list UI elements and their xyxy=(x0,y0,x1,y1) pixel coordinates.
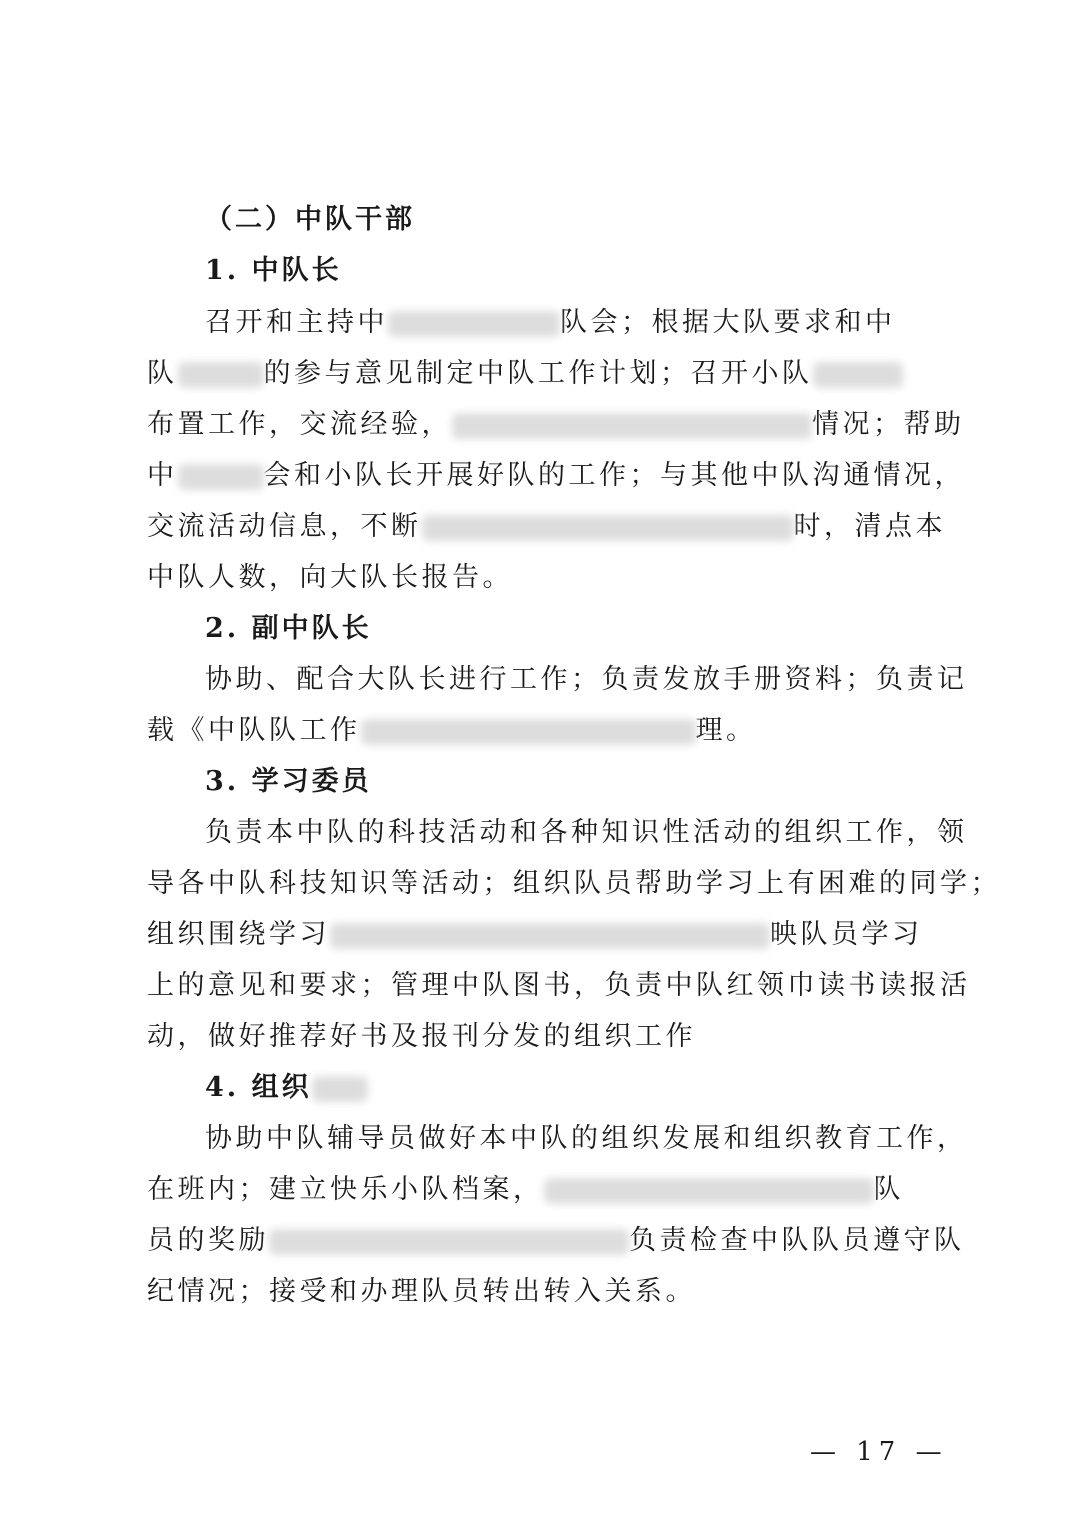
paragraph-line: 中 会和小队长开展好队的工作；与其他中队沟通情况， xyxy=(147,460,965,491)
redaction-blur xyxy=(178,362,264,388)
redaction-blur xyxy=(330,923,770,949)
paragraph-line: 协助中队辅导员做好本中队的组织发展和组织教育工作， xyxy=(205,1123,968,1154)
section-title: （二）中队干部 xyxy=(205,204,415,235)
subsection-title-3: 3. 学习委员 xyxy=(205,766,372,797)
paragraph-line: 上的意见和要求；管理中队图书，负责中队红领巾读书读报活 xyxy=(147,970,971,1001)
redaction-blur xyxy=(269,1229,629,1255)
paragraph-line: 队 的参与意见制定中队工作计划；召开小队 xyxy=(147,354,947,394)
page-number: — 17 — xyxy=(810,1437,948,1467)
paragraph-line: 纪情况；接受和办理队员转出转入关系。 xyxy=(147,1276,696,1307)
paragraph-line: 员的奖励 负责检查中队队员遵守队 xyxy=(147,1225,965,1256)
redaction-blur xyxy=(312,1076,368,1102)
redaction-blur xyxy=(178,464,264,490)
redaction-blur xyxy=(452,413,812,439)
paragraph-line: 中队人数，向大队长报告。 xyxy=(147,562,513,593)
redaction-blur xyxy=(544,1178,874,1204)
subsection-title-4: 4. 组织 xyxy=(205,1068,368,1108)
paragraph-line: 交流活动信息，不断 时，清点本 xyxy=(147,511,946,542)
redaction-blur xyxy=(422,515,794,541)
paragraph-line: 动，做好推荐好书及报刊分发的组织工作 xyxy=(147,1021,696,1052)
paragraph-line: 协助、配合大队长进行工作；负责发放手册资料；负责记 xyxy=(205,664,968,695)
subsection-title-1: 1. 中队长 xyxy=(205,255,342,286)
paragraph-line: 布置工作，交流经验， 情况；帮助 xyxy=(147,409,965,440)
paragraph-line: 组织围绕学习 映队员学习 xyxy=(147,919,923,950)
redaction-blur xyxy=(388,311,560,337)
redaction-blur xyxy=(813,362,903,388)
paragraph-line: 导各中队科技知识等活动；组织队员帮助学习上有困难的同学； xyxy=(147,868,1001,899)
subsection-title-2: 2. 副中队长 xyxy=(205,613,372,644)
paragraph-line: 在班内；建立快乐小队档案， 队 xyxy=(147,1174,904,1205)
paragraph-line: 负责本中队的科技活动和各种知识性活动的组织工作，领 xyxy=(205,817,968,848)
paragraph-line: 载《中队队工作 理。 xyxy=(147,715,757,746)
redaction-blur xyxy=(361,719,696,745)
paragraph-line: 召开和主持中 队会；根据大队要求和中 xyxy=(205,307,896,338)
